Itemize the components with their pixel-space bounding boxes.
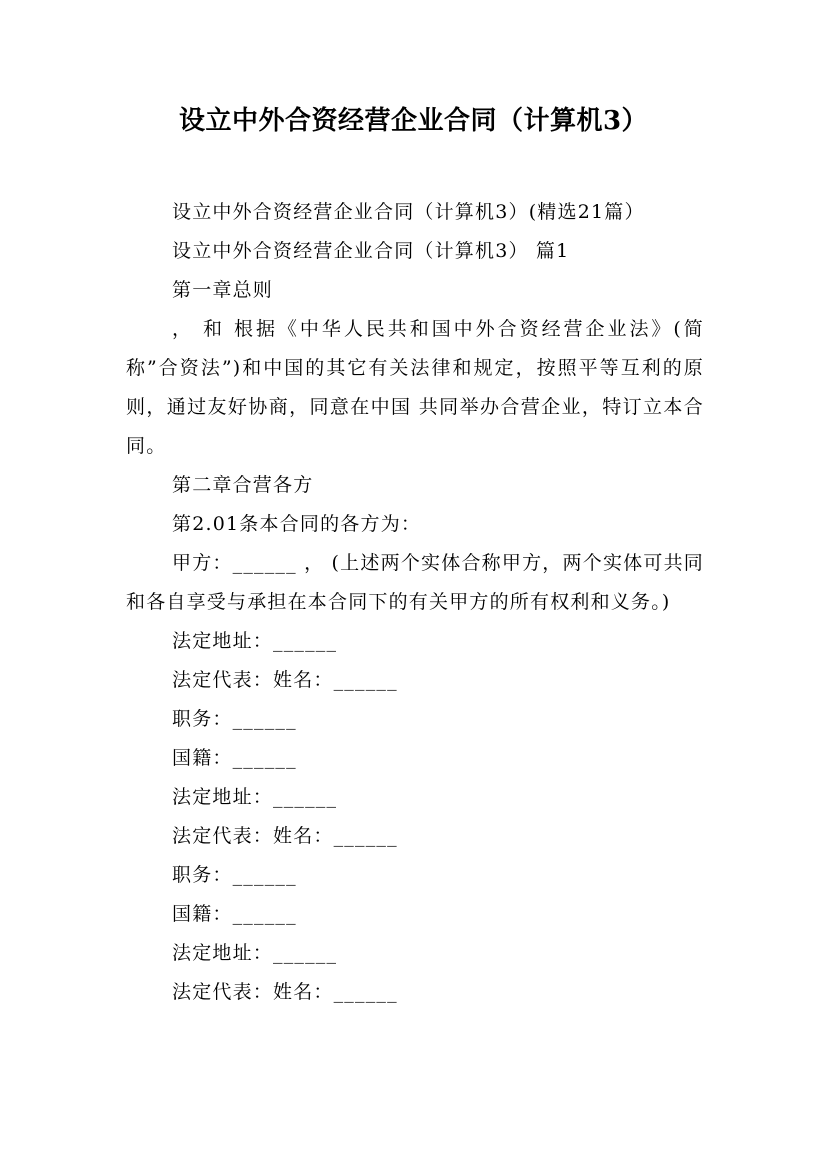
chapter-heading: 第二章合营各方 [172,474,314,496]
form-field-line: 法定代表：姓名：______ [172,825,398,847]
subtitle-line: 设立中外合资经营企业合同（计算机3）(精选21篇） [172,201,645,223]
article-line: 第2.01条本合同的各方为： [172,513,422,535]
form-field-line: 职务：______ [172,864,297,886]
section-heading: 设立中外合资经营企业合同（计算机3） 篇1 [172,240,570,262]
form-field-line: 法定地址：______ [172,942,338,964]
form-field-line: 法定代表：姓名：______ [172,981,398,1003]
form-field-line: 国籍：______ [172,903,297,925]
form-field-line: 法定代表：姓名：______ [172,669,398,691]
form-field-line: 国籍：______ [172,747,297,769]
chapter-heading: 第一章总则 [172,279,274,301]
form-field-line: 法定地址：______ [172,786,338,808]
document-body [126,193,704,1012]
party-a-paragraph: 甲方：______ ， (上述两个实体合称甲方，两个实体可共同和各自享受与承担在本合同下的有关甲方的所有权利和义务。) [126,552,704,613]
form-field-line: 法定地址：______ [172,630,338,652]
document-title: 设立中外合资经营企业合同（计算机3） [178,106,649,136]
preamble-paragraph: ， 和 根据《中华人民共和国中外合资经营企业法》(简称”合资法”)和中国的其它有关法律和规定，按照平等互利的原则，通过友好协商，同意在中国 共同举办合营企业，特订立本合同。 [126,318,704,457]
form-field-line: 职务：______ [172,708,297,730]
